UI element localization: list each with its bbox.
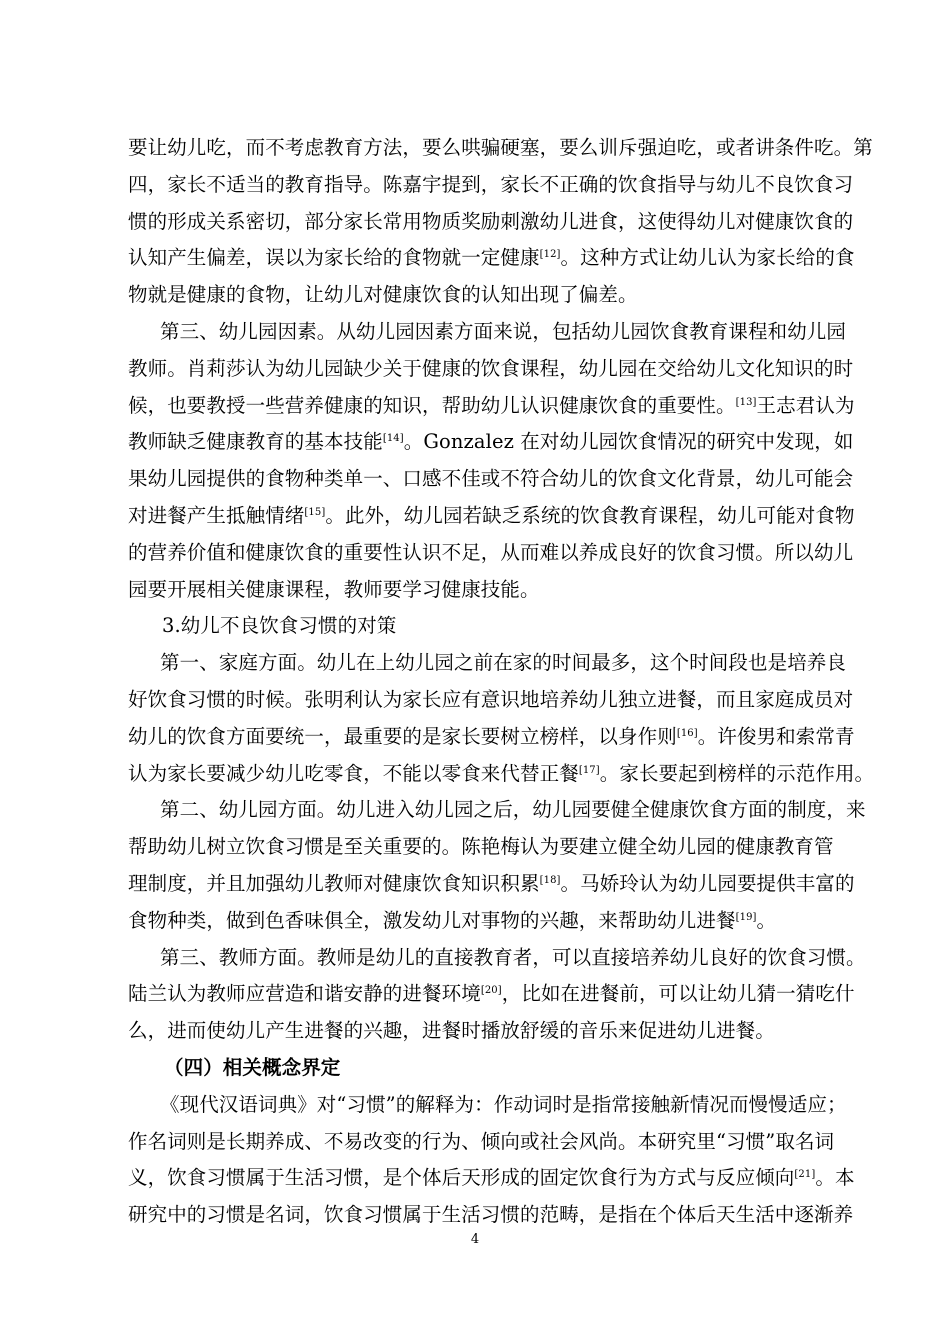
text-line bbox=[128, 424, 854, 461]
subsection-heading bbox=[128, 608, 824, 645]
citation-superscript: [13] bbox=[735, 396, 757, 408]
citation-superscript: [20] bbox=[480, 985, 502, 997]
text-line bbox=[128, 1160, 855, 1197]
text-line bbox=[128, 314, 847, 351]
text-line bbox=[128, 240, 855, 277]
text-run: 义，饮食习惯属于生活习惯，是个体后天形成的固定饮食行为方式与反应倾向 bbox=[128, 1166, 795, 1190]
citation-superscript: [18] bbox=[539, 874, 561, 886]
text-line bbox=[128, 903, 824, 940]
text-run: 研究中的习惯是名词，饮食习惯属于生活习惯的范畴，是指在个体后天生活中逐渐养 bbox=[128, 1203, 854, 1227]
text-run: 认为家长要减少幼儿吃零食，不能以零食来代替正餐 bbox=[128, 761, 579, 785]
text-run: 物就是健康的食物，让幼儿对健康饮食的认知出现了偏差。 bbox=[128, 283, 638, 307]
text-run: 好饮食习惯的时候。张明利认为家长应有意识地培养幼儿独立进餐，而且家庭成员对 bbox=[128, 687, 854, 711]
text-run: 要让幼儿吃，而不考虑教育方法，要么哄骗硬塞，要么训斥强迫吃，或者讲条件吃。第 bbox=[128, 136, 873, 159]
text-run: 帮助幼儿树立饮食习惯是至关重要的。陈艳梅认为要建立健全幼儿园的健康教育管 bbox=[128, 835, 834, 859]
text-run: 。 bbox=[756, 908, 777, 932]
text-line bbox=[128, 461, 854, 498]
text-run: 四，家长不适当的教育指导。陈嘉宇提到，家长不正确的饮食指导与幼儿不良饮食习 bbox=[128, 172, 854, 196]
text-line bbox=[128, 682, 854, 719]
page-number: 4 bbox=[470, 1232, 480, 1247]
text-run: 幼儿的饮食方面要统一，最重要的是家长要树立榜样，以身作则 bbox=[128, 724, 677, 748]
text-line bbox=[128, 572, 824, 609]
citation-superscript: [15] bbox=[304, 506, 326, 518]
text-line bbox=[128, 277, 824, 314]
text-run: 园要开展相关健康课程，教师要学习健康技能。 bbox=[128, 577, 540, 601]
text-line bbox=[128, 498, 855, 535]
body-text bbox=[128, 130, 875, 1234]
text-run: 《现代汉语词典》对“习惯”的解释为：作动词时是指常接触新情况而慢慢适应； bbox=[160, 1092, 847, 1116]
text-run: ，比如在进餐前，可以让幼儿猜一猜吃什 bbox=[501, 982, 855, 1006]
text-run: 候，也要教授一些营养健康的知识，帮助幼儿认识健康饮食的重要性。 bbox=[128, 393, 736, 417]
text-run: 惯的形成关系密切，部分家长常用物质奖励刺激幼儿进食，这使得幼儿对健康饮食的 bbox=[128, 209, 854, 233]
text-line bbox=[128, 1050, 824, 1087]
text-line bbox=[128, 792, 866, 829]
paragraph bbox=[128, 314, 855, 608]
text-line bbox=[128, 645, 847, 682]
text-line bbox=[128, 829, 834, 866]
text-line bbox=[128, 535, 854, 572]
text-run: 果幼儿园提供的食物种类单一、口感不佳或不符合幼儿的饮食文化背景，幼儿可能会 bbox=[128, 467, 854, 491]
text-run: 作名词则是长期养成、不易改变的行为、倾向或社会风尚。本研究里“习惯”取名词 bbox=[128, 1129, 835, 1153]
text-run: 么，进而使幼儿产生进餐的兴趣，进餐时播放舒缓的音乐来促进幼儿进餐。 bbox=[128, 1019, 775, 1043]
text-line bbox=[128, 1013, 824, 1050]
text-line bbox=[128, 866, 855, 903]
text-run: 食物种类，做到色香味俱全，激发幼儿对事物的兴趣，来帮助幼儿进餐 bbox=[128, 908, 736, 932]
text-line bbox=[128, 167, 854, 204]
text-line bbox=[128, 608, 824, 645]
text-line bbox=[128, 1087, 847, 1124]
citation-superscript: [19] bbox=[735, 911, 757, 923]
text-run: 3.幼儿不良饮食习惯的对策 bbox=[162, 614, 397, 638]
text-line bbox=[128, 976, 855, 1013]
text-run: 第三、幼儿园因素。从幼儿园因素方面来说，包括幼儿园饮食教育课程和幼儿园 bbox=[160, 319, 847, 343]
text-run: 。这种方式让幼儿认为家长给的食 bbox=[560, 246, 855, 270]
citation-superscript: [12] bbox=[539, 249, 561, 261]
text-run: 。马娇玲认为幼儿园要提供丰富的 bbox=[560, 871, 855, 895]
citation-superscript: [16] bbox=[676, 727, 698, 739]
text-line bbox=[128, 351, 854, 388]
paragraph bbox=[128, 792, 866, 939]
text-run: 认知产生偏差，误以为家长给的食物就一定健康 bbox=[128, 246, 540, 270]
text-run: 王志君认为 bbox=[756, 393, 855, 417]
text-run: 教师缺乏健康教育的基本技能 bbox=[128, 430, 383, 454]
text-line bbox=[128, 719, 855, 756]
text-line bbox=[128, 940, 866, 977]
citation-superscript: [21] bbox=[794, 1169, 816, 1181]
text-line bbox=[128, 1124, 835, 1161]
text-line bbox=[128, 204, 854, 241]
text-run: （四）相关概念界定 bbox=[164, 1055, 341, 1079]
text-run: 第一、家庭方面。幼儿在上幼儿园之前在家的时间最多，这个时间段也是培养良 bbox=[160, 651, 847, 675]
citation-superscript: [14] bbox=[382, 433, 404, 445]
text-line bbox=[128, 388, 855, 425]
citation-superscript: [17] bbox=[578, 764, 600, 776]
text-line bbox=[128, 1197, 854, 1234]
text-line bbox=[128, 756, 875, 793]
paragraph bbox=[128, 645, 875, 792]
text-run: 对进餐产生抵触情绪 bbox=[128, 503, 305, 527]
text-run: 。此外，幼儿园若缺乏系统的饮食教育课程，幼儿可能对食物 bbox=[325, 503, 855, 527]
paragraph bbox=[128, 130, 873, 314]
text-run: 陆兰认为教师应营造和谐安静的进餐环境 bbox=[128, 982, 481, 1006]
text-run: 教师。肖莉莎认为幼儿园缺少关于健康的饮食课程，幼儿园在交给幼儿文化知识的时 bbox=[128, 356, 854, 380]
paragraph bbox=[128, 1087, 855, 1234]
text-run: 第二、幼儿园方面。幼儿进入幼儿园之后，幼儿园要健全健康饮食方面的制度，来 bbox=[160, 798, 866, 822]
text-line bbox=[128, 130, 873, 167]
text-run: 。家长要起到榜样的示范作用。 bbox=[599, 761, 875, 785]
text-run: 理制度，并且加强幼儿教师对健康饮食知识积累 bbox=[128, 871, 540, 895]
text-run: 。许俊男和索常青 bbox=[697, 724, 855, 748]
text-run: 。本 bbox=[815, 1166, 855, 1190]
text-run: 的营养价值和健康饮食的重要性认识不足，从而难以养成良好的饮食习惯。所以幼儿 bbox=[128, 540, 854, 564]
text-run: 。Gonzalez 在对幼儿园饮食情况的研究中发现，如 bbox=[403, 430, 854, 454]
section-heading bbox=[128, 1050, 824, 1087]
text-run: 第三、教师方面。教师是幼儿的直接教育者，可以直接培养幼儿良好的饮食习惯。 bbox=[160, 945, 866, 969]
paragraph bbox=[128, 940, 866, 1050]
